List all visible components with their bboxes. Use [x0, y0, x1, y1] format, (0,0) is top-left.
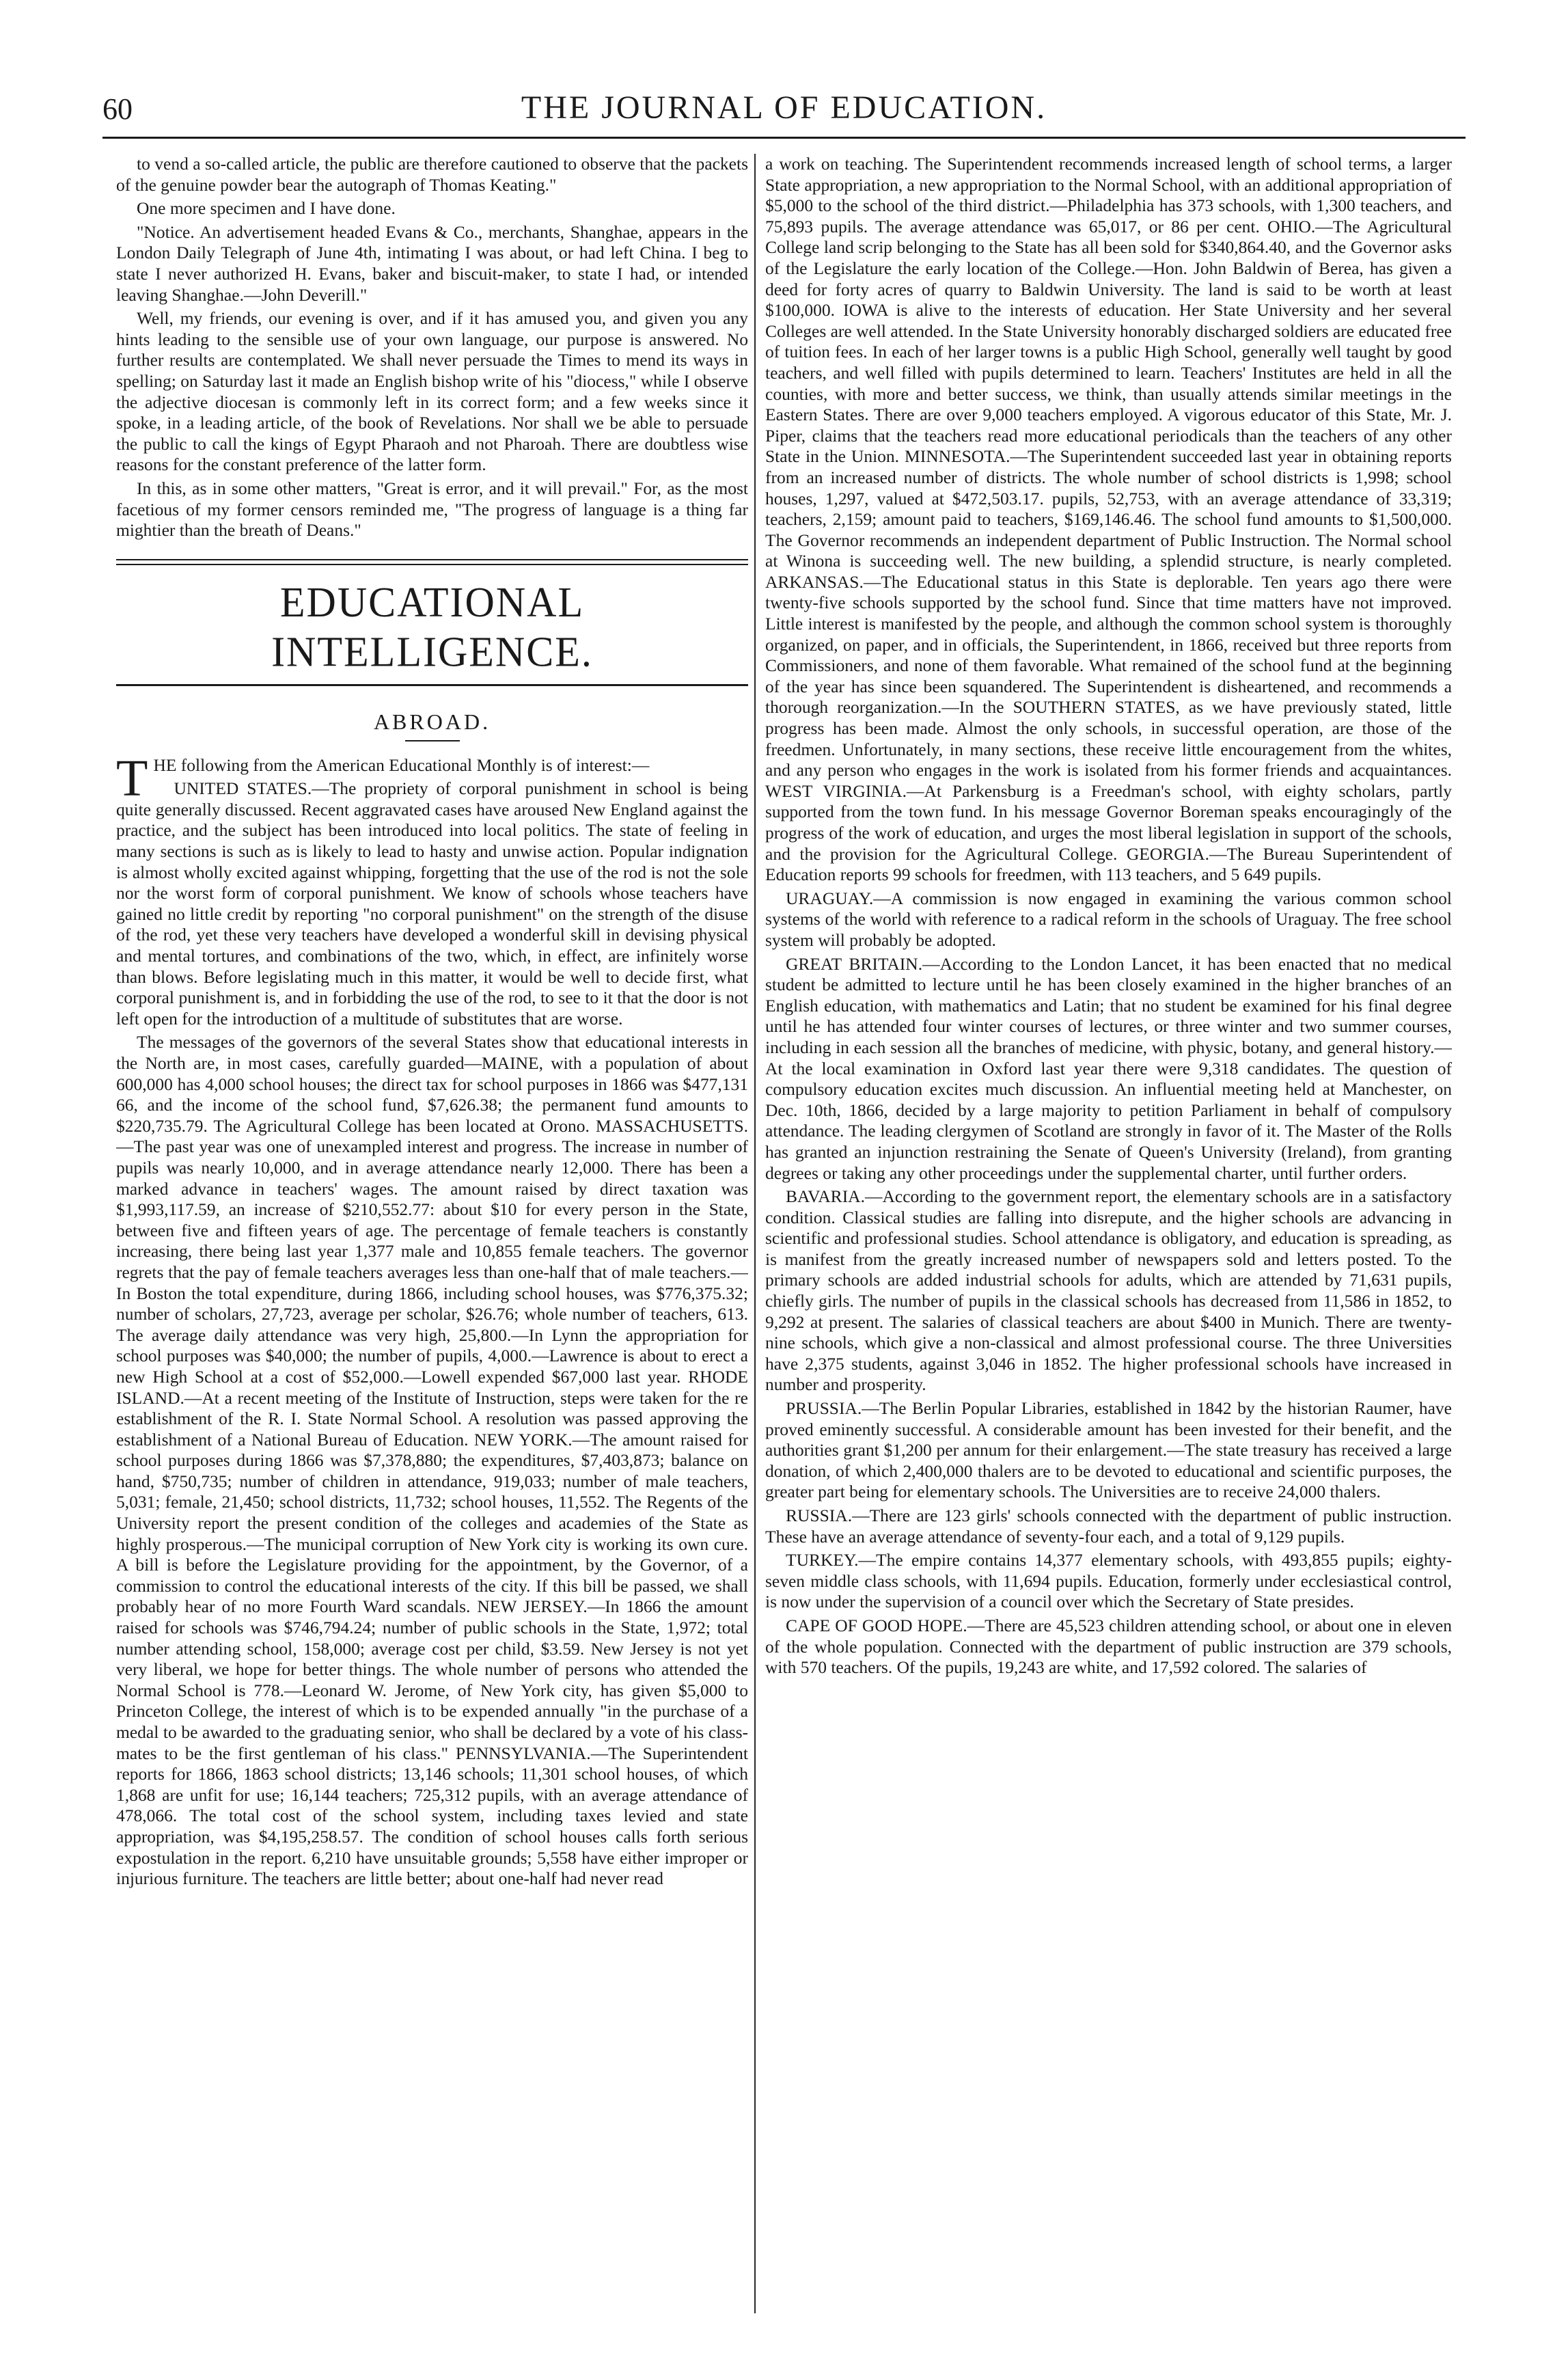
page-number: 60 [102, 92, 133, 126]
intro-paragraph: Well, my friends, our evening is over, and if it has amused you, and given you any hints leading to the sensible use of your own language, our purpose is answered. No further results are contemplated. We shall never persuade the Times to mend its ways in spelling; on Saturday last it made an English bishop write of his "diocess," while I observe the adjective diocesan is commonly left in its correct form; and a few weeks since it spoke, in a leading article, of the book of Revelations. Nor shall we be able to persuade the public to call the kings of Egypt Pharaoh and not Pharoah. There are doubtless wise reasons for the constant preference of the latter form. [116, 308, 748, 475]
body-paragraph: CAPE OF GOOD HOPE.—There are 45,523 children attending school, or about one in eleven of the whole population. Connected with the department of public instruction are 379 schools, with 570 teachers. Of the pupils, 19,243 are white, and 17,592 colored. The salaries of [765, 1615, 1452, 1678]
body-paragraph: PRUSSIA.—The Berlin Popular Libraries, established in 1842 by the historian Raumer, have proved eminently successful. A considerable amount has been invested for their benefit, and the authorities grant $1,200 per annum for their enlargement.—The state treasury has received a large donation, of which 2,400,000 thalers are to be devoted to educational and scientific purposes, the greater part being for elementary schools. The Universities are to receive 24,000 thalers. [765, 1398, 1452, 1502]
title-rule [116, 684, 748, 686]
intro-paragraph: In this, as in some other matters, "Great is error, and it will prevail." For, as the most facetious of my former censors reminded me, "The progress of language is a thing far mightier than the breath of Deans." [116, 478, 748, 541]
column-divider [754, 154, 756, 2313]
intro-paragraph: to vend a so-called article, the public are therefore cautioned to observe that the packets of the genuine powder bear the autograph of Thomas Keating." [116, 154, 748, 195]
lead-paragraph [116, 749, 748, 807]
body-paragraph: a work on teaching. The Superintendent recommends increased length of school terms, a larger State appropriation, a new appropriation to the Normal School, with an additional appropriation of $5,000 to the school of the third district.—Philadelphia has 373 schools, with 1,300 teachers, and 75,893 pupils. The average attendance was 65,017, or 86 per cent. OHIO.—The Agricultural College land scrip belonging to the State has all been sold for $340,864.40, and the Governor asks of the Legislature the early location of the College.—Hon. John Baldwin of Berea, has given a deed for forty acres of quarry to Baldwin University. The land is said to be worth at least $100,000. IOWA is alive to the interests of education. Her State University and her several Colleges are well attended. In the State University honorably discharged soldiers are educated free of tuition fees. In each of her larger towns is a public High School, generally well taught by good teachers, and well filled with pupils determined to learn. Teachers' Institutes are held in all the counties, with more and better success, we think, than usually attends similar meetings in the Eastern States. There are over 9,000 teachers employed. A vigorous educator of this State, Mr. J. Piper, claims that the teachers read more educational periodicals than the teachers of any other State in the Union. MINNESOTA.—The Superintendent succeeded last year in obtaining reports from an increased number of districts. The whole number of school districts is 1,998; school houses, 1,297, valued at $472,503.17. pupils, 52,753, with an average attendance of 33,319; teachers, 2,159; amount paid to teachers, $169,146.46. The school fund amounts to $1,500,000. The Governor recommends an independent department of Public Instruction. The Normal school at Winona is succeeding well. The new building, a splendid structure, is nearly completed. ARKANSAS.—The Educational status in this State is deplorable. Ten years ago there were twenty-five schools supported by the school fund. Since that time matters have not improved. Little interest is manifested by the people, and although the common school system is thoroughly organized, on paper, and in officials, the Superintendent, in 1866, received but three reports from Commissioners, and none of them favorable. What remained of the school fund at the beginning of the year has since been squandered. The Superintendent is disheartened, and recommends a thorough reorganization.—In the SOUTHERN STATES, as we have previously stated, little progress has been made. Almost the only schools, in successful operation, are those of the freedmen. Unfortunately, in many sections, these receive little encouragement from the whites, and any person who engages in the work is isolated from his former friends and acquaintances. WEST VIRGINIA.—At Parkensburg is a Freedman's school, with eighty scholars, partly supported from the town fund. In his message Governor Boreman speaks encouragingly of the progress of the work of education, and urges the most liberal legislation in support of the schools, and the provision for the Agricultural College. GEORGIA.—The Bureau Superintendent of Education reports 99 schools for freedmen, with 113 teachers, and 5 649 pupils. [765, 154, 1452, 885]
drop-cap: T [116, 749, 148, 807]
intro-paragraph: "Notice. An advertisement headed Evans & Co., merchants, Shanghae, appears in the London Daily Telegraph of June 4th, intimating I was about, or had left China. I beg to state I never authorized H. Evans, baker and biscuit-maker, to state I had, or intended leaving Shanghae.—John Deverill." [116, 221, 748, 305]
body-paragraph: BAVARIA.—According to the government report, the elementary schools are in a satisfactory condition. Classical studies are falling into disrepute, and the higher schools are advancing in scientific and professional studies. School attendance is obligatory, and education is spreading, as is manifest from the greatly increased number of newspapers sold and letters posted. To the primary schools are added industrial schools for adults, which are attended by 71,631 pupils, chiefly girls. The number of pupils in the classical schools has decreased from 11,586 in 1852, to 9,292 at present. The salaries of classical teachers are about $400 in Munich. There are twenty-nine schools, which give a non-classical and almost professional course. The three Universities have 2,375 students, against 3,046 in 1852. The higher professional schools have increased in number and prosperity. [765, 1186, 1452, 1395]
right-column [765, 154, 1452, 2327]
body-paragraph: TURKEY.—The empire contains 14,377 elementary schools, with 493,855 pupils; eighty-seven middle class schools, with 11,694 pupils. Education, formerly under ecclesiastical control, is now under the supervision of a council over which the Secretary of State presides. [765, 1550, 1452, 1612]
page-header [102, 89, 1466, 139]
section-divider [116, 559, 748, 565]
left-column [116, 154, 748, 2327]
subsection-rule [405, 740, 460, 741]
body-paragraph: The messages of the governors of the several States show that educational interests in the North are, in most cases, carefully guarded—MAINE, with a population of about 600,000 has 4,000 school houses; the direct tax for school purposes in 1866 was $477,131 66, and the income of the school fund, $7,626.38; the permanent fund amounts to $220,735.79. The Agricultural College has been located at Orono. MASSACHUSETTS.—The past year was one of unexampled interest and progress. The increase in number of pupils was nearly 10,000, and in average attendance nearly 12,000. There has been a marked advance in teachers' wages. The amount raised by direct taxation was $1,993,117.59, an increase of $210,552.77: about $10 for every person in the State, between five and fifteen years of age. The percentage of female teachers is constantly increasing, there being last year 1,377 male and 10,855 female teachers. The governor regrets that the pay of female teachers averages less than one-half that of male teachers.—In Boston the total expenditure, during 1866, including school houses, was $776,375.32; number of scholars, 27,723, average per scholar, $26.76; whole number of teachers, 613. The average daily attendance was very high, 25,800.—In Lynn the appropriation for school purposes was $40,000; the number of pupils, 4,000.—Lawrence is about to erect a new High School at a cost of $52,000.—Lowell expended $67,000 last year. RHODE ISLAND.—At a recent meeting of the Institute of Instruction, steps were taken for the re establishment of the R. I. State Normal School. A resolution was passed approving the establishment of a National Bureau of Education. NEW YORK.—The amount raised for school purposes during 1866 was $7,378,880; the expenditures, $7,403,873; balance on hand, $750,735; number of children in attendance, 919,033; number of male teachers, 5,031; female, 21,450; school districts, 11,732; school houses, 11,552. The Regents of the University report the present condition of the colleges and academies of the State as highly prosperous.—The municipal corruption of New York city is working its own cure. A bill is before the Legislature providing for the appointment, by the Governor, of a commission to control the educational interests of the city. If this bill be passed, we shall probably hear of no more Fourth Ward scandals. NEW JERSEY.—In 1866 the amount raised for schools was $746,794.24; number of public schools in the State, 1,972; total number attending school, 158,000; average cost per child, $3.59. New Jersey is not yet very liberal, we hope for better things. The whole number of persons who attended the Normal School is 778.—Leonard W. Jerome, of New York city, has given $5,000 to Princeton College, the interest of which is to be expended annually "in the purchase of a medal to be awarded to the graduating senior, who shall be declared by a vote of his class-mates to be the first gentleman of his class." PENNSYLVANIA.—The Superintendent reports for 1866, 1863 school districts; 13,146 schools; 11,301 school houses, of which 1,868 are unfit for use; 16,144 teachers; 725,312 pupils, with an average attendance of 478,066. The total cost of the school system, including taxes levied and state appropriation, was $4,195,258.57. The condition of school houses calls forth serious expostulation in the report. 6,210 have unsuitable grounds; 5,558 have either improper or injurious furniture. The teachers are little better; about one-half had never read [116, 1032, 748, 1889]
intro-paragraph: One more specimen and I have done. [137, 198, 396, 219]
section-title: EDUCATIONAL INTELLIGENCE. [271, 578, 593, 676]
body-paragraph: GREAT BRITAIN.—According to the London Lancet, it has been enacted that no medical student be admitted to lecture until he has been closely examined in the higher branches of an English education, with mathematics and Latin; that no student be examined for his final degree until he has attended four winter courses of lectures, or three winter and two summer courses, including in each session all the branches of medicine, with physic, botany, and general history.—At the local examination in Oxford last year there were 9,318 candidates. The question of compulsory education excites much discussion. An influential meeting held at Manchester, on Dec. 10th, 1866, decided by a large majority to petition Parliament in behalf of compulsory attendance. The leading clergymen of Scotland are strongly in favor of it. The Master of the Rolls has granted an injunction restraining the Senate of Queen's University (Ireland), from granting degrees or taking any other proceedings under the supplemental charter, until further orders. [765, 953, 1452, 1183]
body-paragraph: URAGUAY.—A commission is now engaged in examining the various common school systems of the world with reference to a radical reform in the schools of Uraguay. The free school system will probably be adopted. [765, 888, 1452, 950]
body-paragraph: RUSSIA.—There are 123 girls' schools connected with the department of public instruction. These have an average attendance of seventy-four each, and a total of 9,129 pupils. [765, 1506, 1452, 1547]
lead-paragraph-text: HE following from the American Educational Monthly is of interest:— [153, 754, 650, 775]
body-paragraph: UNITED STATES.—The propriety of corporal punishment in school is being quite generally discussed. Recent aggravated cases have aroused New England against the practice, and the subject has been introduced into local politics. The state of feeling in many sections is such as is likely to lead to hasty and unwise action. Popular indignation is almost wholly excited against whipping, forgetting that the use of the rod is not the sole nor the worst form of corporal punishment. We know of schools whose teachers have gained no little credit by reporting "no corporal punishment" on the strength of the disuse of the rod, yet these very teachers have developed a wonderful skill in devising physical and mental tortures, and combinations of the two, which, in effect, are infinitely worse than blows. Before legislating much in this matter, it would be well to decide first, what corporal punishment is, and in forbidding the use of the rod, to see to it that the door is not left open for the introduction of a multitude of substitutes that are worse. [116, 778, 748, 1029]
subsection-title: ABROAD. [373, 709, 491, 734]
running-title: THE JOURNAL OF EDUCATION. [521, 90, 1047, 126]
